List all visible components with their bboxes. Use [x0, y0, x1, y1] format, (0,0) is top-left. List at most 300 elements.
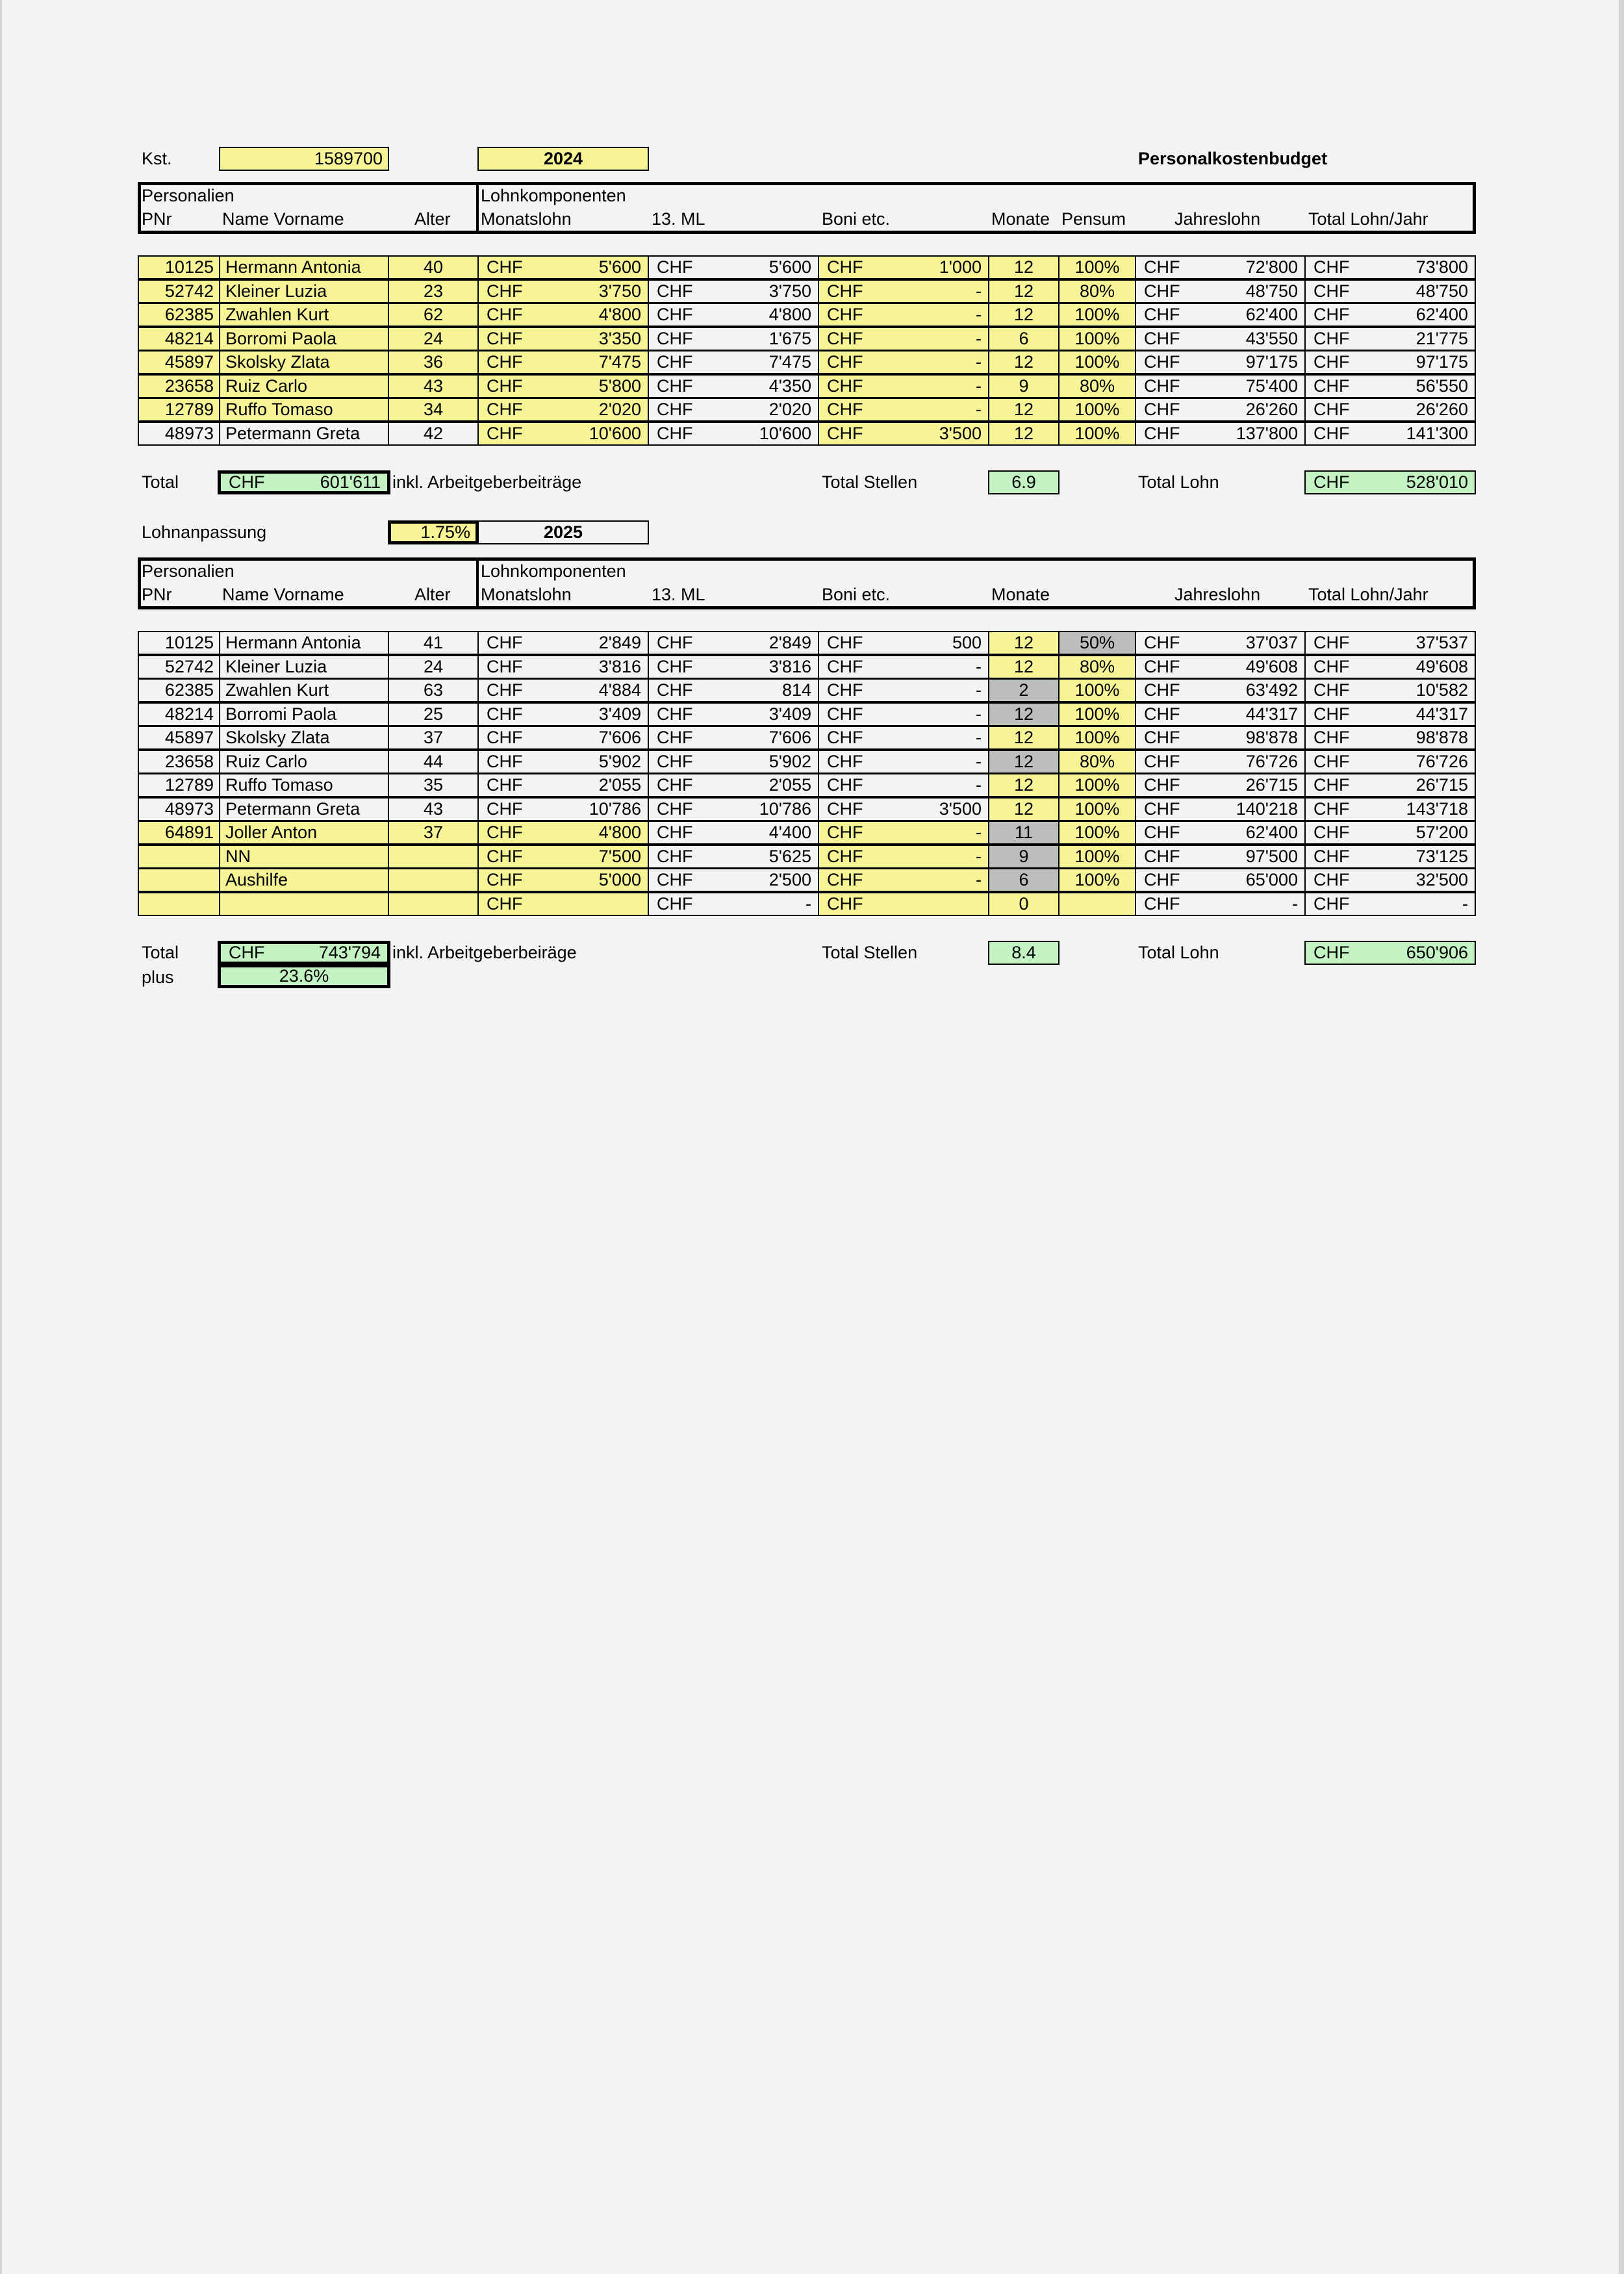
currency: CHF: [1144, 281, 1180, 301]
cell-pensum[interactable]: 100%: [1058, 327, 1136, 351]
cell-name[interactable]: Ruiz Carlo: [219, 374, 389, 398]
amount: 62'400: [1245, 823, 1298, 842]
cell-monate[interactable]: 9: [988, 374, 1059, 398]
lohn-2024-value: [1304, 470, 1476, 494]
cell-pensum[interactable]: 80%: [1058, 655, 1136, 679]
cell-pensum[interactable]: 100%: [1058, 868, 1136, 892]
cell-total: [1304, 892, 1476, 916]
cell-monat[interactable]: [477, 821, 649, 845]
cell-pnr[interactable]: 10125: [138, 255, 220, 279]
cell-name: Hermann Antonia: [219, 631, 389, 655]
lohn-2024-label: Total Lohn: [1138, 472, 1219, 492]
cell-total: [1304, 655, 1476, 679]
cell-total: [1304, 797, 1476, 821]
amount: 98'878: [1415, 728, 1468, 747]
cell-alter: 41: [388, 631, 479, 655]
cell-monate[interactable]: 0: [988, 892, 1059, 916]
cell-boni[interactable]: [818, 303, 989, 327]
cell-monate: 9: [988, 845, 1059, 869]
cell-pensum[interactable]: 80%: [1058, 279, 1136, 303]
cell-boni[interactable]: [818, 255, 989, 279]
cell-monate[interactable]: 12: [988, 303, 1059, 327]
cell-total: [1304, 350, 1476, 374]
cell-pensum[interactable]: 100%: [1058, 350, 1136, 374]
currency: CHF: [657, 281, 693, 301]
amount: 2'849: [768, 633, 811, 652]
cell-pnr[interactable]: 48214: [138, 327, 220, 351]
cell-jahr: [1135, 821, 1306, 845]
currency: CHF: [827, 257, 863, 277]
cell-pnr: 10125: [138, 631, 220, 655]
cell-name[interactable]: Borromi Paola: [219, 327, 389, 351]
header-personalien: Personalien: [142, 186, 235, 205]
amount: 5'600: [768, 257, 811, 277]
cell-monate[interactable]: 12: [988, 398, 1059, 422]
year-2024-input[interactable]: 2024: [477, 147, 649, 171]
cell-monat[interactable]: [477, 422, 649, 446]
currency: CHF: [1313, 281, 1350, 301]
year-2025: 2025: [477, 520, 649, 544]
cell-name[interactable]: Skolsky Zlata: [219, 350, 389, 374]
cell-alter: 63: [388, 678, 479, 702]
cell-alter[interactable]: [388, 845, 479, 869]
currency: CHF: [827, 728, 863, 747]
currency: CHF: [1144, 423, 1180, 443]
cell-monate[interactable]: 12: [988, 773, 1059, 797]
currency: CHF: [1313, 798, 1350, 819]
cell-alter[interactable]: 37: [388, 821, 479, 845]
cell-alter: 25: [388, 702, 479, 726]
cell-name[interactable]: Joller Anton: [219, 821, 389, 845]
amount: 72'800: [1245, 257, 1298, 277]
amount: -: [976, 846, 982, 866]
currency: CHF: [229, 943, 265, 962]
header-total: Total Lohn/Jahr: [1308, 585, 1428, 604]
cell-jahr: [1135, 398, 1306, 422]
cell-monat[interactable]: [477, 303, 649, 327]
cell-ml13: [648, 655, 819, 679]
stellen-2024-label: Total Stellen: [822, 472, 918, 492]
cell-name: Ruiz Carlo: [219, 750, 389, 774]
cell-boni[interactable]: [818, 350, 989, 374]
currency: CHF: [1144, 751, 1180, 771]
cell-total: [1304, 279, 1476, 303]
amount: -: [976, 328, 982, 348]
cell-pnr[interactable]: [138, 845, 220, 869]
cell-jahr: [1135, 797, 1306, 821]
cell-monate[interactable]: 12: [988, 655, 1059, 679]
amount: 37'537: [1415, 633, 1468, 652]
cell-monat[interactable]: [477, 398, 649, 422]
total-2024-label: Total: [142, 472, 179, 492]
header-monatslohn: Monatslohn: [481, 585, 572, 604]
cell-ml13: [648, 255, 819, 279]
cell-alter[interactable]: 34: [388, 398, 479, 422]
currency: CHF: [1313, 633, 1350, 652]
cell-pnr[interactable]: 12789: [138, 398, 220, 422]
amount: 48'750: [1245, 281, 1298, 301]
cell-total: [1304, 422, 1476, 446]
currency: CHF: [487, 281, 523, 301]
cell-name: Petermann Greta: [219, 422, 389, 446]
cell-total: [1304, 702, 1476, 726]
cell-pensum[interactable]: 80%: [1058, 374, 1136, 398]
amount: 143'718: [1406, 798, 1468, 819]
currency: CHF: [657, 775, 693, 795]
cell-name[interactable]: NN: [219, 845, 389, 869]
currency: CHF: [1313, 423, 1350, 443]
amount: 3'500: [939, 798, 982, 819]
cell-boni: [818, 750, 989, 774]
amount: 7'606: [768, 728, 811, 747]
header-name: Name Vorname: [222, 209, 344, 229]
cell-name: Zwahlen Kurt: [219, 678, 389, 702]
currency: CHF: [827, 352, 863, 372]
currency: CHF: [229, 472, 265, 492]
currency: CHF: [827, 775, 863, 795]
amount: 49'608: [1415, 656, 1468, 676]
page-edge-left: [0, 0, 2, 2274]
header-lohnkomponenten: Lohnkomponenten: [481, 561, 626, 581]
cell-name: Ruffo Tomaso: [219, 773, 389, 797]
cell-monat[interactable]: [477, 868, 649, 892]
header-boni: Boni etc.: [822, 585, 891, 604]
cell-alter: 35: [388, 773, 479, 797]
currency: CHF: [1313, 943, 1350, 962]
currency: CHF: [487, 352, 523, 372]
cell-ml13: [648, 845, 819, 869]
cell-alter: 44: [388, 750, 479, 774]
cell-jahr: [1135, 868, 1306, 892]
currency: CHF: [487, 823, 523, 842]
currency: CHF: [1313, 472, 1350, 492]
amount: -: [1292, 893, 1298, 913]
cell-pnr[interactable]: [138, 868, 220, 892]
cell-total: [1304, 821, 1476, 845]
amount: 1'000: [939, 257, 982, 277]
cell-monate[interactable]: 12: [988, 255, 1059, 279]
header-boni: Boni etc.: [822, 209, 891, 229]
cell-monat[interactable]: [477, 374, 649, 398]
header-total: Total Lohn/Jahr: [1308, 209, 1428, 229]
cell-name[interactable]: [219, 892, 389, 916]
cell-pnr[interactable]: 45897: [138, 350, 220, 374]
amount: -: [976, 680, 982, 700]
cell-jahr: [1135, 374, 1306, 398]
currency: CHF: [487, 893, 523, 913]
cell-ml13: [648, 374, 819, 398]
header-lohnkomponenten: Lohnkomponenten: [481, 186, 626, 205]
cell-ml13: [648, 750, 819, 774]
cell-monat[interactable]: [477, 327, 649, 351]
amount: -: [976, 400, 982, 419]
currency: CHF: [1144, 376, 1180, 396]
currency: CHF: [657, 633, 693, 652]
cell-monate[interactable]: 12: [988, 726, 1059, 750]
currency: CHF: [487, 704, 523, 724]
cell-jahr: [1135, 655, 1306, 679]
cell-ml13: [648, 303, 819, 327]
cell-pensum: 50%: [1058, 631, 1136, 655]
currency: CHF: [657, 423, 693, 443]
stellen-2025-label: Total Stellen: [822, 943, 918, 962]
cell-alter[interactable]: 24: [388, 327, 479, 351]
amount: 48'750: [1415, 281, 1468, 301]
amount: 75'400: [1245, 376, 1298, 396]
cell-monat[interactable]: [477, 892, 649, 916]
cell-alter[interactable]: 23: [388, 279, 479, 303]
cell-pensum[interactable]: 100%: [1058, 702, 1136, 726]
currency: CHF: [827, 281, 863, 301]
cell-ml13: [648, 726, 819, 750]
cell-pensum[interactable]: 80%: [1058, 750, 1136, 774]
cell-pensum[interactable]: 100%: [1058, 678, 1136, 702]
currency: CHF: [657, 257, 693, 277]
amount: 57'200: [1415, 823, 1468, 842]
cell-alter[interactable]: [388, 868, 479, 892]
cell-total: [1304, 374, 1476, 398]
cell-ml13: [648, 350, 819, 374]
amount: 140'218: [1236, 798, 1298, 819]
amount: 26'715: [1245, 775, 1298, 795]
currency: CHF: [657, 680, 693, 700]
currency: CHF: [1144, 893, 1180, 913]
cell-alter[interactable]: 43: [388, 374, 479, 398]
cell-alter[interactable]: 62: [388, 303, 479, 327]
cell-jahr: [1135, 892, 1306, 916]
cell-boni: [818, 773, 989, 797]
cell-monate[interactable]: 12: [988, 350, 1059, 374]
stellen-2025-value: 8.4: [988, 941, 1059, 965]
amount: 76'726: [1415, 751, 1468, 771]
amount: 26'260: [1245, 400, 1298, 419]
amount: 4'800: [598, 305, 641, 324]
cell-name[interactable]: Aushilfe: [219, 868, 389, 892]
header-13ml: 13. ML: [652, 585, 705, 604]
amount: 3'409: [768, 704, 811, 724]
header-divider: [476, 557, 479, 609]
amount: 97'500: [1245, 846, 1298, 866]
cell-monat: [477, 678, 649, 702]
amount: 76'726: [1245, 751, 1298, 771]
amount: 10'786: [589, 798, 641, 819]
amount: 56'550: [1415, 376, 1468, 396]
cell-name[interactable]: Hermann Antonia: [219, 255, 389, 279]
cell-monate[interactable]: 12: [988, 279, 1059, 303]
amount: 2'055: [598, 775, 641, 795]
cell-boni[interactable]: [818, 868, 989, 892]
cell-jahr: [1135, 726, 1306, 750]
amount: -: [976, 656, 982, 676]
cell-monate: 6: [988, 868, 1059, 892]
currency: CHF: [827, 680, 863, 700]
anpassung-input[interactable]: 1.75%: [388, 520, 479, 544]
amount: 4'800: [768, 305, 811, 324]
cell-pensum[interactable]: 100%: [1058, 726, 1136, 750]
currency: CHF: [827, 870, 863, 889]
cell-name[interactable]: Kleiner Luzia: [219, 279, 389, 303]
cell-monate[interactable]: 12: [988, 797, 1059, 821]
cell-name[interactable]: Ruffo Tomaso: [219, 398, 389, 422]
currency: CHF: [1144, 633, 1180, 652]
amount: -: [976, 870, 982, 889]
cell-monat: [477, 631, 649, 655]
cell-monate[interactable]: 12: [988, 631, 1059, 655]
currency: CHF: [1313, 870, 1350, 889]
currency: CHF: [487, 870, 523, 889]
currency: CHF: [1144, 846, 1180, 866]
cell-pnr[interactable]: 52742: [138, 279, 220, 303]
cell-pensum[interactable]: 100%: [1058, 773, 1136, 797]
page-edge-right: [1619, 0, 1624, 2274]
currency: CHF: [1313, 823, 1350, 842]
header-monate: Monate: [991, 209, 1050, 229]
currency: CHF: [487, 305, 523, 324]
currency: CHF: [1313, 257, 1350, 277]
cell-boni[interactable]: [818, 398, 989, 422]
currency: CHF: [1313, 352, 1350, 372]
currency: CHF: [657, 376, 693, 396]
anpassung-label: Lohnanpassung: [142, 522, 267, 542]
cell-boni[interactable]: [818, 279, 989, 303]
cell-alter[interactable]: [388, 892, 479, 916]
currency: CHF: [1313, 376, 1350, 396]
amount: 7'500: [598, 846, 641, 866]
cell-pnr[interactable]: 23658: [138, 374, 220, 398]
currency: CHF: [487, 846, 523, 866]
cell-monat[interactable]: [477, 279, 649, 303]
cell-alter[interactable]: 36: [388, 350, 479, 374]
amount: 10'600: [759, 423, 811, 443]
cell-monate[interactable]: 12: [988, 422, 1059, 446]
amount: 63'492: [1245, 680, 1298, 700]
cell-pensum[interactable]: 100%: [1058, 422, 1136, 446]
cell-boni[interactable]: [818, 327, 989, 351]
header-pensum: Pensum: [1061, 209, 1126, 229]
currency: CHF: [1144, 328, 1180, 348]
cell-boni[interactable]: [818, 845, 989, 869]
amount: 2'055: [768, 775, 811, 795]
cell-monat: [477, 750, 649, 774]
currency: CHF: [487, 798, 523, 819]
currency: CHF: [1313, 728, 1350, 747]
amount: 10'582: [1415, 680, 1468, 700]
amount: 4'800: [598, 823, 641, 842]
cell-pensum[interactable]: 100%: [1058, 845, 1136, 869]
cell-ml13: [648, 422, 819, 446]
cell-pensum[interactable]: 100%: [1058, 821, 1136, 845]
currency: CHF: [1313, 704, 1350, 724]
amount: 62'400: [1245, 305, 1298, 324]
cell-ml13: [648, 797, 819, 821]
currency: CHF: [1144, 704, 1180, 724]
cell-boni[interactable]: [818, 892, 989, 916]
header-pnr: PNr: [142, 585, 172, 604]
header-alter: Alter: [414, 209, 451, 229]
cell-total: [1304, 726, 1476, 750]
amount: 3'500: [939, 423, 982, 443]
amount: 21'775: [1415, 328, 1468, 348]
cell-pensum[interactable]: [1058, 892, 1136, 916]
amount: 141'300: [1406, 423, 1468, 443]
cell-monat[interactable]: [477, 350, 649, 374]
currency: CHF: [657, 798, 693, 819]
amount: 2'020: [598, 400, 641, 419]
header-name: Name Vorname: [222, 585, 344, 604]
cell-pnr: 48214: [138, 702, 220, 726]
cell-monate: 12: [988, 702, 1059, 726]
cell-alter[interactable]: 40: [388, 255, 479, 279]
amount: 4'884: [598, 680, 641, 700]
cell-monat: [477, 702, 649, 726]
cell-monat[interactable]: [477, 255, 649, 279]
amount: -: [976, 281, 982, 301]
cell-jahr: [1135, 303, 1306, 327]
currency: CHF: [487, 728, 523, 747]
currency: CHF: [827, 893, 863, 913]
currency: CHF: [827, 400, 863, 419]
cell-pnr: 52742: [138, 655, 220, 679]
kst-input[interactable]: 1589700: [219, 147, 389, 171]
cell-boni[interactable]: [818, 821, 989, 845]
cell-monat: [477, 726, 649, 750]
currency: CHF: [1144, 305, 1180, 324]
currency: CHF: [487, 328, 523, 348]
header-jahreslohn: Jahreslohn: [1174, 585, 1261, 604]
cell-pnr: 48973: [138, 797, 220, 821]
currency: CHF: [827, 823, 863, 842]
cell-pnr: 62385: [138, 678, 220, 702]
amount: 10'600: [589, 423, 641, 443]
amount: 2'849: [598, 633, 641, 652]
amount: -: [1462, 893, 1468, 913]
cell-boni: [818, 655, 989, 679]
cell-pnr: 12789: [138, 773, 220, 797]
inkl-2024-note: inkl. Arbeitgeberbeiträge: [392, 472, 582, 492]
cell-pensum[interactable]: 100%: [1058, 255, 1136, 279]
cell-name[interactable]: Zwahlen Kurt: [219, 303, 389, 327]
cell-pnr[interactable]: 62385: [138, 303, 220, 327]
amount: 32'500: [1415, 870, 1468, 889]
amount: 5'902: [598, 751, 641, 771]
cell-monat[interactable]: [477, 845, 649, 869]
currency: CHF: [657, 846, 693, 866]
amount: -: [976, 751, 982, 771]
cell-boni[interactable]: [818, 374, 989, 398]
currency: CHF: [1313, 328, 1350, 348]
cell-monate[interactable]: 6: [988, 327, 1059, 351]
cell-boni: [818, 631, 989, 655]
cell-monate: 2: [988, 678, 1059, 702]
cell-pensum[interactable]: 100%: [1058, 797, 1136, 821]
cell-pensum[interactable]: 100%: [1058, 303, 1136, 327]
amount: 44'317: [1245, 704, 1298, 724]
currency: CHF: [827, 633, 863, 652]
cell-name: Petermann Greta: [219, 797, 389, 821]
cell-boni[interactable]: [818, 422, 989, 446]
amount: 2'020: [768, 400, 811, 419]
currency: CHF: [1144, 823, 1180, 842]
currency: CHF: [827, 704, 863, 724]
amount: 10'786: [759, 798, 811, 819]
header-personalien: Personalien: [142, 561, 235, 581]
cell-pnr[interactable]: [138, 892, 220, 916]
currency: CHF: [657, 305, 693, 324]
currency: CHF: [1313, 656, 1350, 676]
cell-total: [1304, 750, 1476, 774]
cell-pensum[interactable]: 100%: [1058, 398, 1136, 422]
cell-pnr[interactable]: 64891: [138, 821, 220, 845]
